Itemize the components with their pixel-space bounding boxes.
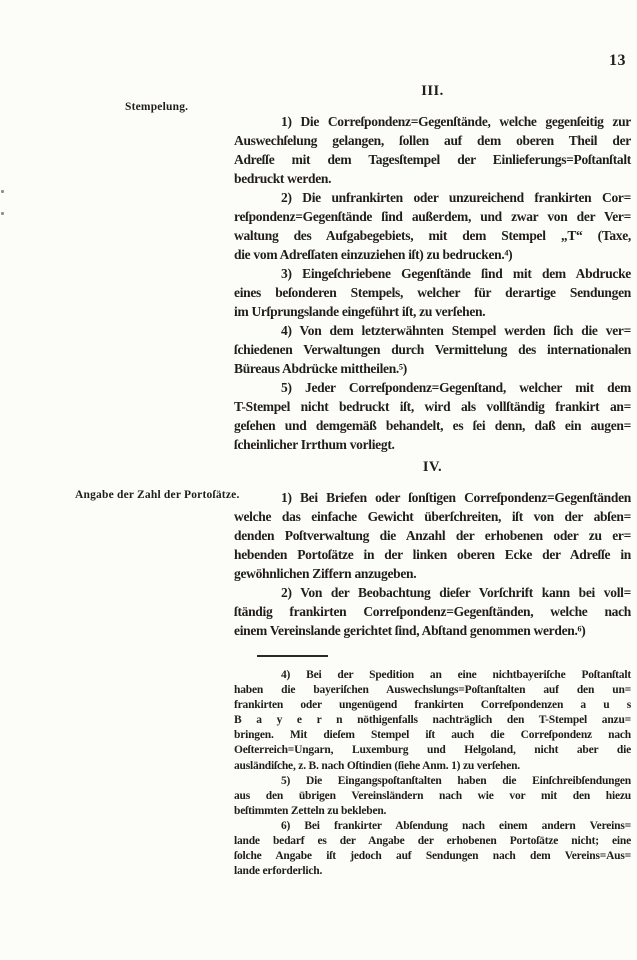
text-line: einem Vereinslande gerichtet ſind, Abſtand genommen werden.⁶) [234, 623, 586, 638]
footnote-5 [234, 774, 631, 819]
text-line: 5) Die Eingangspoſtanſtalten haben die Einſchreibſendungen [281, 774, 631, 787]
text-line: hebenden Portoſätze in der linken oberen Ecke der Adreſſe in [234, 547, 631, 562]
text-line: reſpondenz=Gegenſtände ſind außerdem, und zwar von der Ver= [234, 209, 631, 224]
section-iii [234, 82, 631, 454]
text-line: Adreſſe mit dem Tagesſtempel der Einlieferungs=Poſtanſtalt [234, 152, 631, 167]
text-line: 1) Bei Briefen oder ſonſtigen Correſpondenz=Gegenſtänden [281, 490, 631, 505]
paragraph-iii-1 [234, 112, 631, 188]
text-line: lande bedarf es der Angabe der erhobenen Portoſätze nicht; eine [234, 835, 631, 848]
text-line: ſcheinlicher Irrthum vorliegt. [234, 437, 395, 452]
text-line: 6) Bei frankirter Abſendung nach einem andern Vereins= [281, 819, 631, 832]
text-line: bringen. Mit dieſem Stempel iſt auch die Correſpondenz nach [234, 729, 631, 742]
page-number: 13 [609, 52, 626, 69]
text-line: gewöhnlichen Ziffern anzugeben. [234, 566, 417, 581]
section-iv [234, 458, 631, 640]
section-iv-heading: IV. [422, 459, 443, 475]
text-line: 5) Jeder Correſpondenz=Gegenſtand, welcher mit dem [281, 380, 631, 395]
text-line: eines beſonderen Stempels, welcher für derartige Sendungen [234, 285, 631, 300]
text-line: 2) Die unfrankirten oder unzureichend frankirten Cor= [281, 190, 631, 205]
text-line: 4) Bei der Spedition an eine nichtbayeriſche Poſtanſtalt [281, 669, 631, 681]
text-line: im Urſprungslande eingeführt iſt, zu verſehen. [234, 304, 486, 319]
text-line: denden Poſtverwaltung die Anzahl der erhobenen oder zu er= [234, 528, 631, 543]
text-line: ſchiedenen Verwaltungen durch Vermittelung des internationalen [234, 342, 631, 357]
footnote-rule [257, 655, 328, 657]
text-line: lande erforderlich. [234, 865, 323, 878]
paragraph-iii-5 [234, 378, 631, 454]
text-line: B a y e r n nöthigenfalls nachträglich den T-Stempel anzu= [234, 714, 631, 727]
text-line: Oeſterreich=Ungarn, Luxemburg und Helgoland, nicht aber die [234, 744, 631, 757]
paragraph-iv-1 [234, 488, 631, 583]
footnote-4 [234, 668, 631, 774]
text-line: haben die bayeriſchen Auswechslungs=Poſtanſtalten auf den un= [234, 684, 631, 697]
text-line: 2) Von der Beobachtung dieſer Vorſchrift kann bei voll= [281, 585, 631, 600]
paragraph-iv-2 [234, 583, 631, 640]
text-line: bedruckt werden. [234, 171, 332, 186]
text-line: waltung des Aufgabegebiets, mit dem Stempel „T“ (Taxe, [234, 228, 631, 243]
footnote-6 [234, 819, 631, 879]
text-line: die vom Adreſſaten einzuziehen iſt) zu bedrucken.⁴) [234, 247, 513, 262]
text-line: welche das einfache Gewicht überſchreiten, iſt von der abſen= [234, 509, 631, 524]
margin-note-portosaetze: Angabe der Zahl der Portoſätze. [75, 489, 240, 501]
text-line: Büreaus Abdrücke mittheilen.⁵) [234, 361, 407, 376]
footnotes-block [234, 668, 631, 879]
text-line: 3) Eingeſchriebene Gegenſtände ſind mit dem Abdrucke [281, 266, 631, 281]
text-line: T-Stempel nicht bedruckt iſt, wird als vollſtändig frankirt an= [234, 399, 631, 414]
paragraph-iii-2 [234, 188, 631, 264]
text-line: Auswechſelung gelangen, ſollen auf dem oberen Theil der [234, 133, 631, 148]
margin-note-stempelung: Stempelung. [125, 101, 189, 113]
text-line: geſehen und demgemäß behandelt, es ſei denn, daß ein augen= [234, 418, 631, 433]
text-line: frankirten oder ungenügend frankirten Correſpondenzen a u s [234, 699, 631, 712]
paragraph-iii-4 [234, 321, 631, 378]
text-line: 4) Von dem letzterwähnten Stempel werden ſich die ver= [281, 323, 631, 338]
section-iii-heading: III. [421, 83, 444, 99]
text-line: 1) Die Correſpondenz=Gegenſtände, welche gegenſeitig zur [281, 114, 631, 129]
paragraph-iii-3 [234, 264, 631, 321]
scan-speck [1, 190, 4, 193]
text-line: aus den übrigen Vereinsländern nach wie vor mit den hiezu [234, 789, 631, 802]
text-line: ſtändig frankirten Correſpondenz=Gegenſtänden, welche nach [234, 604, 631, 619]
scan-speck [1, 212, 4, 215]
text-line: beſtimmten Zetteln zu bekleben. [234, 804, 387, 817]
text-line: ausländiſche, z. B. nach Oſtindien (ſiehe Anm. 1) zu verſehen. [234, 759, 520, 772]
text-line: ſolche Angabe iſt jedoch auf Sendungen nach dem Vereins=Aus= [234, 850, 631, 863]
